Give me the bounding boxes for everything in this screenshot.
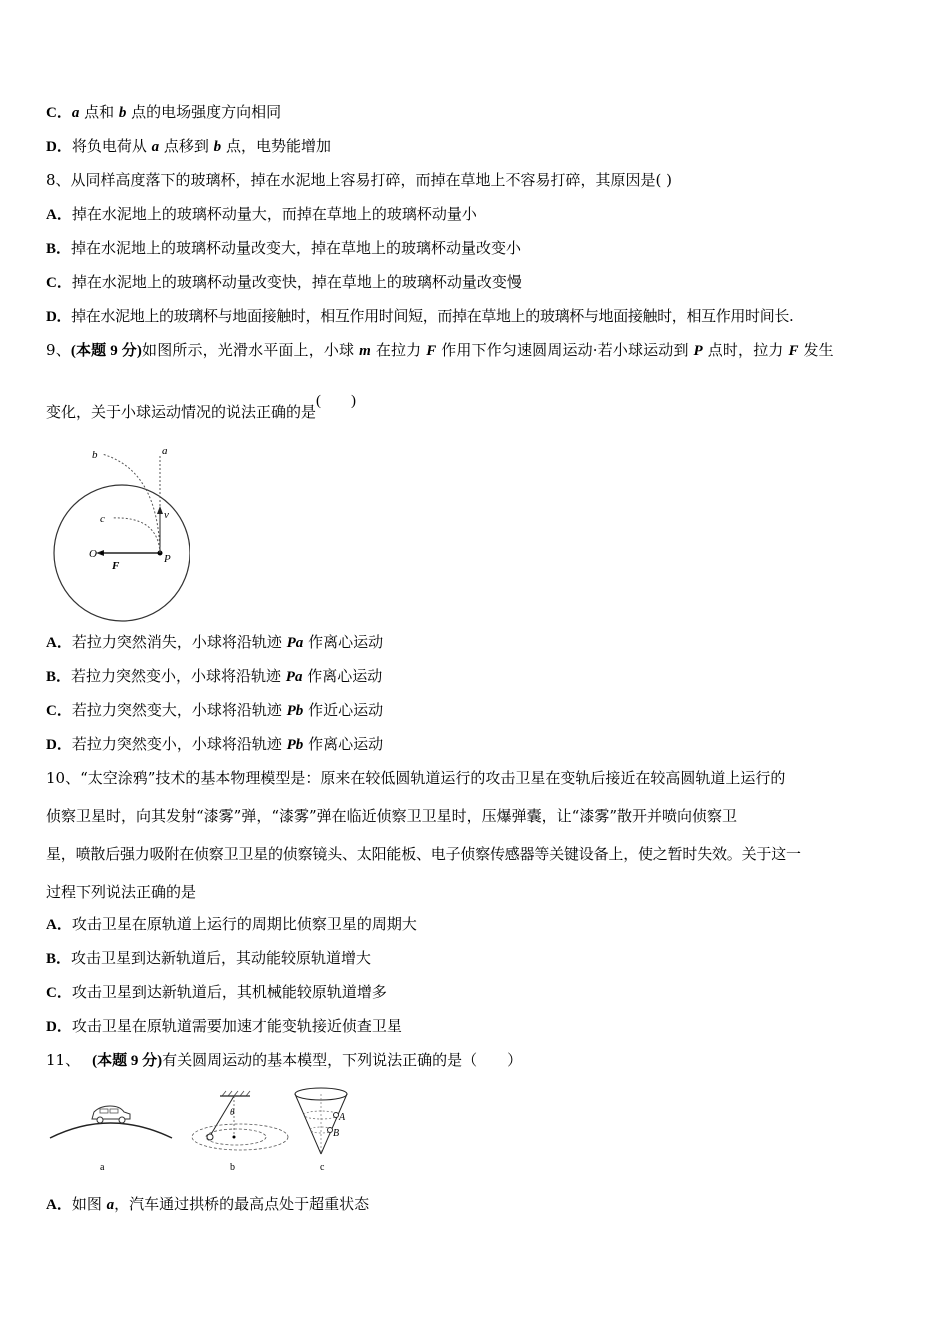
cone-label-b: B bbox=[333, 1128, 340, 1139]
path-pc bbox=[112, 518, 160, 553]
ball-b bbox=[328, 1128, 333, 1133]
q9-option-c: C．若拉力突然变大，小球将沿轨迹 Pb 作近心运动 bbox=[46, 701, 384, 719]
answer-paren: ( ) bbox=[316, 393, 357, 409]
path-pb bbox=[102, 454, 160, 553]
q9-option-b: B．若拉力突然变小，小球将沿轨迹 Pa 作离心运动 bbox=[46, 667, 383, 685]
q7-option-c: C．a 点和 b 点的电场强度方向相同 bbox=[46, 103, 282, 121]
velocity-arrowhead bbox=[157, 506, 163, 514]
q11-figures bbox=[44, 1082, 364, 1177]
label-f: F bbox=[112, 560, 120, 572]
label-o: O bbox=[89, 548, 97, 560]
q10-stem-line3: 星，喷散后强力吸附在侦察卫卫星的侦察镜头、太阳能板、电子侦察传感器等关键设备上，使之暂时失效。关于这一 bbox=[46, 845, 801, 863]
q10-option-b: B．攻击卫星到达新轨道后，其动能较原轨道增大 bbox=[46, 949, 372, 967]
q10-stem-line1: 10、“太空涂鸦”技术的基本物理模型是：原来在较低圆轨道运行的攻击卫星在变轨后接近在较高圆轨道上运行的 bbox=[46, 769, 786, 787]
q8-stem: 8、从同样高度落下的玻璃杯，掉在水泥地上容易打碎，而掉在草地上不容易打碎，其原因是( ) bbox=[46, 171, 673, 189]
label-a: a bbox=[162, 445, 168, 457]
orbit-inner bbox=[206, 1129, 266, 1145]
q8-option-d: D．掉在水泥地上的玻璃杯与地面接触时，相互作用时间短，而掉在草地上的玻璃杯与地面接触时，相互作用时间长. bbox=[46, 307, 794, 325]
orbit-center bbox=[233, 1136, 236, 1139]
cone-left-edge bbox=[295, 1094, 321, 1154]
q10-option-c: C．攻击卫星到达新轨道后，其机械能较原轨道增多 bbox=[46, 983, 387, 1001]
label-p: P bbox=[164, 553, 171, 565]
q10-option-d: D．攻击卫星在原轨道需要加速才能变轨接近侦查卫星 bbox=[46, 1017, 402, 1035]
cone-label-a: A bbox=[339, 1112, 346, 1123]
label-c: c bbox=[100, 513, 105, 525]
q7-option-d: D．将负电荷从 a 点移到 b 点，电势能增加 bbox=[46, 137, 331, 155]
q8-option-b: B．掉在水泥地上的玻璃杯动量改变大，掉在草地上的玻璃杯动量改变小 bbox=[46, 239, 522, 257]
ceiling-hatch bbox=[222, 1091, 250, 1096]
q11-option-a: A．如图 a，汽车通过拱桥的最高点处于超重状态 bbox=[46, 1195, 370, 1213]
q9-option-d: D．若拉力突然变小，小球将沿轨迹 Pb 作离心运动 bbox=[46, 735, 384, 753]
fig-label-b: b bbox=[230, 1162, 235, 1173]
fig-label-c: c bbox=[320, 1162, 325, 1173]
car-icon bbox=[92, 1106, 130, 1123]
q9-option-a: A．若拉力突然消失，小球将沿轨迹 Pa 作离心运动 bbox=[46, 633, 384, 651]
orbit-outer bbox=[192, 1124, 288, 1150]
theta-label: θ bbox=[230, 1107, 235, 1117]
fig-label-a: a bbox=[100, 1162, 105, 1173]
center-o bbox=[100, 551, 104, 555]
q8-option-a: A．掉在水泥地上的玻璃杯动量大，而掉在草地上的玻璃杯动量小 bbox=[46, 205, 477, 223]
label-b: b bbox=[92, 449, 98, 461]
q11-stem: 11、 (本题 9 分)有关圆周运动的基本模型，下列说法正确的是（ ） bbox=[46, 1051, 523, 1069]
q10-option-a: A．攻击卫星在原轨道上运行的周期比侦察卫星的周期大 bbox=[46, 915, 417, 933]
q10-stem-line4: 过程下列说法正确的是 bbox=[46, 883, 197, 901]
cone-right-edge bbox=[321, 1094, 347, 1154]
pendulum-bob bbox=[207, 1134, 213, 1140]
arch-bridge bbox=[50, 1123, 172, 1138]
q9-stem-line2: 变化，关于小球运动情况的说法正确的是( ) bbox=[46, 393, 357, 421]
label-v: v bbox=[164, 509, 169, 521]
q9-stem-line1: 9、(本题 9 分)如图所示，光滑水平面上，小球 m 在拉力 F 作用下作匀速圆周运动·若小球运动到 P 点时，拉力 F 发生 bbox=[46, 341, 834, 359]
ball-a bbox=[334, 1113, 339, 1118]
q10-stem-line2: 侦察卫星时，向其发射“漆雾”弹，“漆雾”弹在临近侦察卫卫星时，压爆弹囊，让“漆雾”散开并喷向侦察卫 bbox=[46, 807, 738, 825]
q8-option-c: C．掉在水泥地上的玻璃杯动量改变快，掉在草地上的玻璃杯动量改变慢 bbox=[46, 273, 522, 291]
q9-circle-figure bbox=[40, 440, 190, 625]
